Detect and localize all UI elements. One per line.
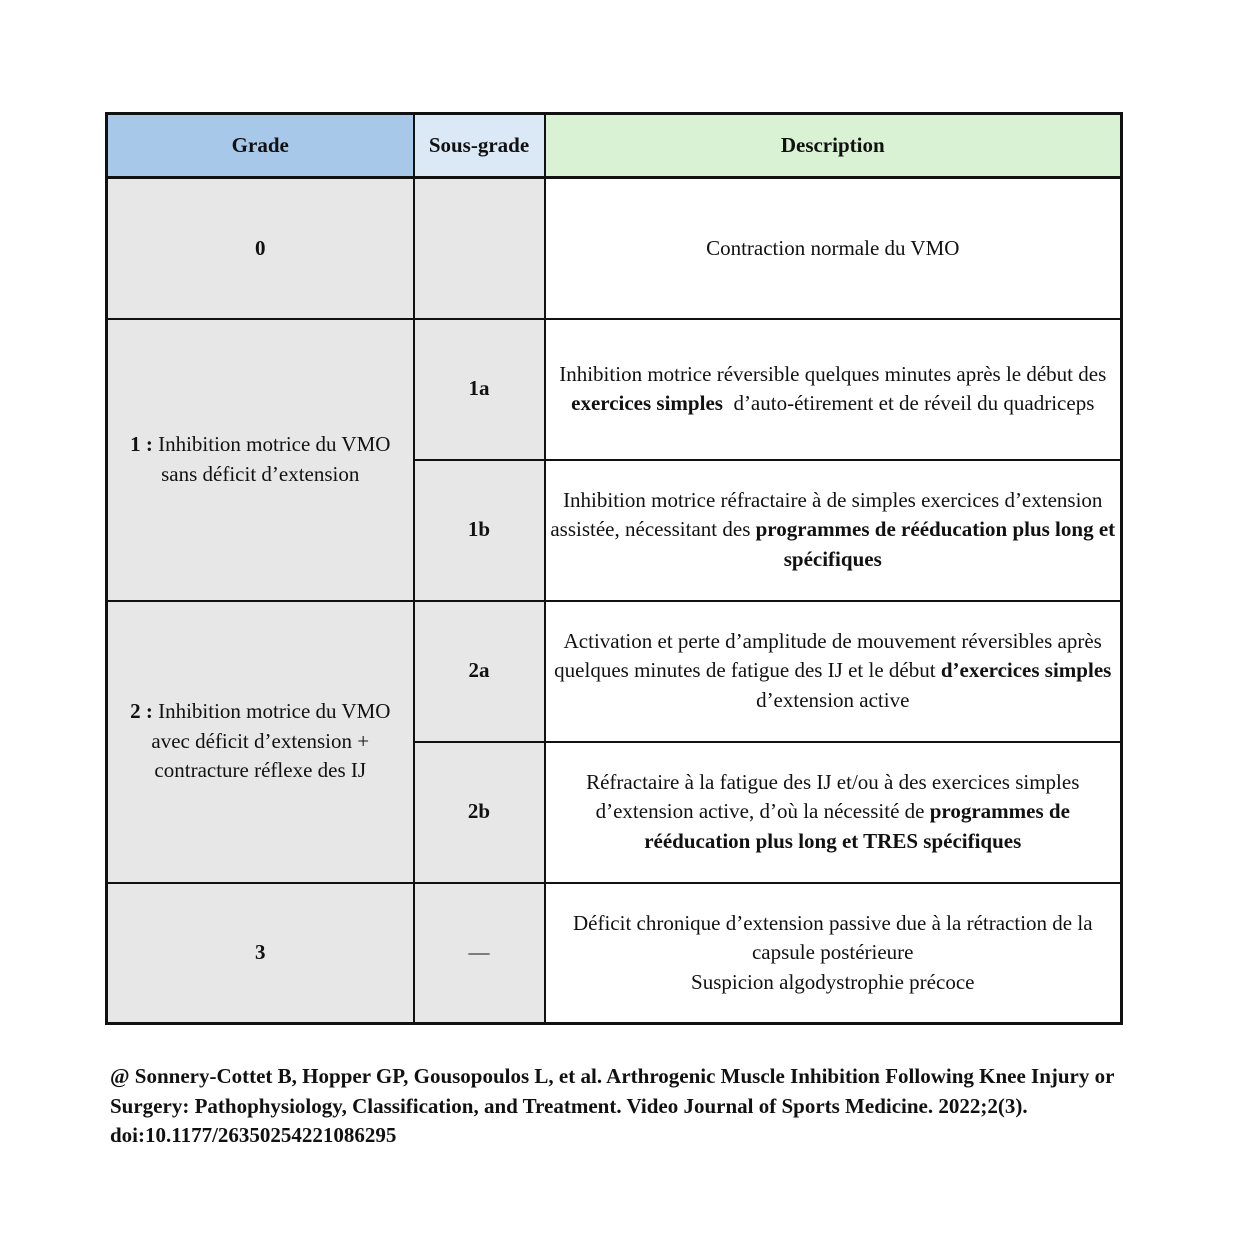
description-2b-text: Réfractaire à la fatigue des IJ et/ou à des exercices simples d’extension active, d’où la nécessité de — [586, 769, 1080, 824]
grade-2-number: 2 : — [130, 699, 153, 724]
sous-grade-1b-cell: 1b — [414, 460, 545, 601]
description-2a-text-end: d’extension active — [756, 687, 910, 712]
header-grade: Grade — [107, 114, 414, 178]
classification-table — [105, 112, 1123, 1025]
header-sous-grade: Sous-grade — [414, 114, 545, 178]
grade-2-label: Inhibition motrice du VMO avec déficit d’extension + contracture réflexe des IJ — [151, 699, 391, 783]
table-row-grade-3 — [107, 883, 1122, 1024]
sous-grade-2b-cell: 2b — [414, 742, 545, 883]
description-3-line-1: Déficit chronique d’extension passive due à la rétraction de la capsule postérieure — [572, 910, 1093, 964]
grade-1-cell — [107, 319, 414, 601]
grade-2-cell — [107, 601, 414, 883]
grade-0-cell: 0 — [107, 178, 414, 319]
grade-1-label: Inhibition motrice du VMO sans déficit d’extension — [152, 432, 391, 486]
sous-grade-0-cell — [414, 178, 545, 319]
sous-grade-3-cell: — — [414, 883, 545, 1024]
description-3-cell — [545, 883, 1122, 1024]
description-1b-emphasis: programmes de rééducation plus long et spécifiques — [755, 517, 1116, 571]
sous-grade-2a-cell: 2a — [414, 601, 545, 742]
description-1b-cell — [545, 460, 1122, 601]
grade-3-cell: 3 — [107, 883, 414, 1024]
description-1a-emphasis: exercices simples — [571, 391, 723, 415]
description-1a-cell — [545, 319, 1122, 460]
table-row-grade-2a — [107, 601, 1122, 742]
description-2a-cell — [545, 601, 1122, 742]
description-0-cell: Contraction normale du VMO — [545, 178, 1122, 319]
description-2a-emphasis: d’exercices simples — [940, 658, 1112, 683]
header-description: Description — [545, 114, 1122, 178]
description-1b-text: Inhibition motrice réfractaire à de simples exercices d’extension assistée, nécessitant des — [550, 487, 1103, 542]
description-1a-text: Inhibition motrice réversible quelques minutes après le début des — [559, 361, 1107, 386]
description-3-line-2: Suspicion algodystrophie précoce — [691, 969, 975, 994]
citation: @ Sonnery-Cottet B, Hopper GP, Gousopoulos L, et al. Arthrogenic Muscle Inhibition Following Knee Injury or Surgery: Pathophysiology, Classification, and Treatment. Video Journal of Sports Medicine. 2022;2(3). doi:10.1177/26350254221086295 — [110, 1064, 1115, 1147]
description-2b-emphasis: programmes de rééducation plus long et TRES spécifiques — [644, 799, 1070, 853]
table-row-grade-0 — [107, 178, 1122, 319]
table-row-grade-1a — [107, 319, 1122, 460]
sous-grade-1a-cell: 1a — [414, 319, 545, 460]
description-2a-text: Activation et perte d’amplitude de mouvement réversibles après quelques minutes de fatigue des IJ et le début — [554, 628, 1102, 683]
description-1a-text-end: d’auto-étirement et de réveil du quadriceps — [722, 391, 1095, 415]
description-2b-cell — [545, 742, 1122, 883]
grade-1-number: 1 : — [130, 432, 153, 456]
table-header-row — [107, 114, 1122, 178]
